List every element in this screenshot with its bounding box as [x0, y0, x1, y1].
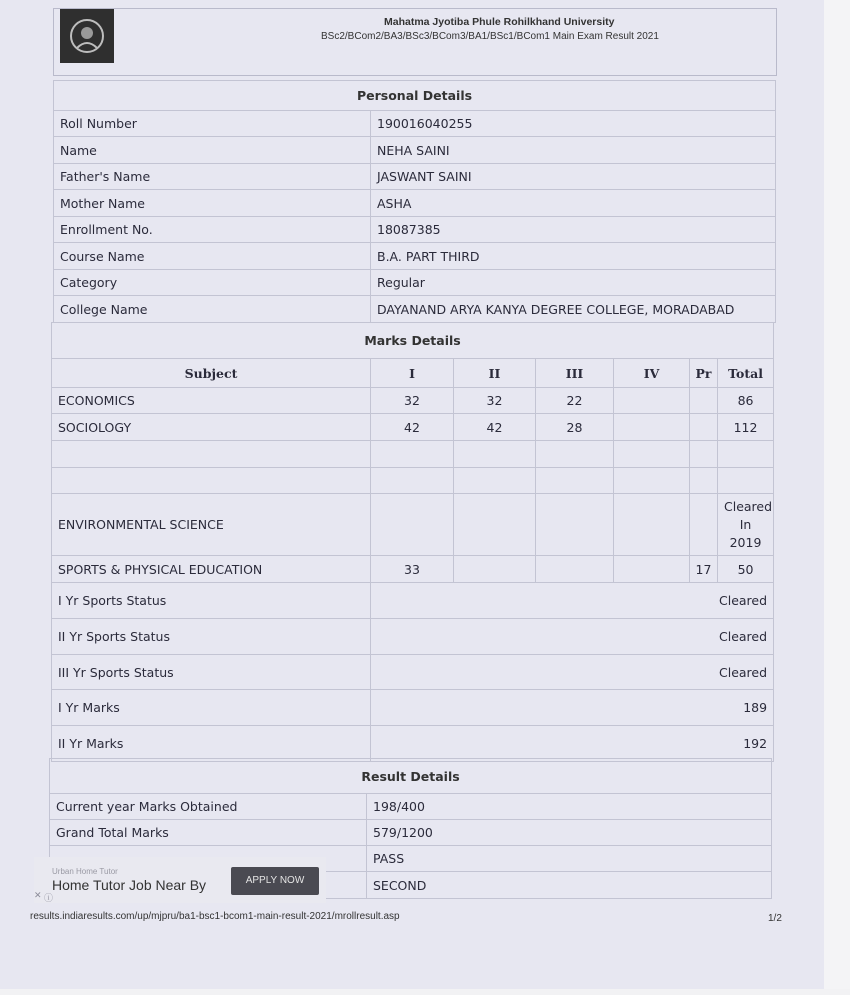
- practical-header: Pr: [690, 359, 718, 388]
- row-label: I Yr Marks: [52, 690, 371, 726]
- row-value: NEHA SAINI: [371, 137, 776, 164]
- paper-1-marks: 42: [371, 414, 454, 441]
- paper-2-marks: 32: [454, 388, 536, 414]
- total-marks: 86: [718, 388, 774, 414]
- result-details-title: Result Details: [50, 759, 772, 794]
- total-marks: [718, 494, 774, 556]
- row-label: III Yr Sports Status: [52, 655, 371, 690]
- subject-name: ECONOMICS: [52, 388, 371, 414]
- close-icon[interactable]: ✕: [34, 891, 42, 901]
- marks-details-table: [51, 322, 774, 762]
- row-value: Cleared: [371, 655, 774, 690]
- table-row: [54, 164, 776, 190]
- row-label: Course Name: [54, 243, 371, 270]
- exam-title: BSc2/BCom2/BA3/BSc3/BCom3/BA1/BSc1/BCom1 Main Exam Result 2021: [321, 31, 659, 42]
- table-row: [54, 243, 776, 270]
- row-label: Father's Name: [54, 164, 371, 190]
- table-row: [54, 137, 776, 164]
- table-row: [54, 270, 776, 296]
- marks-details-title: Marks Details: [52, 323, 774, 359]
- table-row: [52, 726, 774, 762]
- subject-name: ENVIRONMENTAL SCIENCE: [52, 494, 371, 556]
- row-value: 192: [371, 726, 774, 762]
- table-row: [52, 388, 774, 414]
- row-label: Roll Number: [54, 111, 371, 137]
- paper-4-marks: [614, 414, 690, 441]
- row-label: Current year Marks Obtained: [50, 794, 367, 820]
- row-label: Mother Name: [54, 190, 371, 217]
- row-value: DAYANAND ARYA KANYA DEGREE COLLEGE, MORADABAD: [371, 296, 776, 323]
- row-value: JASWANT SAINI: [371, 164, 776, 190]
- row-label: I Yr Sports Status: [52, 583, 371, 619]
- table-row: [52, 655, 774, 690]
- empty-row: [52, 441, 774, 468]
- ad-source: Urban Home Tutor: [52, 867, 118, 876]
- row-label: II Yr Sports Status: [52, 619, 371, 655]
- subject-header: Subject: [52, 359, 371, 388]
- paper-1-marks: 32: [371, 388, 454, 414]
- practical-marks: [690, 414, 718, 441]
- row-label: Enrollment No.: [54, 217, 371, 243]
- total-marks-line: In: [739, 516, 752, 532]
- table-row: [52, 494, 774, 556]
- total-marks: 112: [718, 414, 774, 441]
- row-value: Regular: [371, 270, 776, 296]
- paper-3-marks: 28: [536, 414, 614, 441]
- bottom-edge: [0, 989, 850, 995]
- table-row: [54, 111, 776, 137]
- paper-4-marks: [614, 388, 690, 414]
- ad-title[interactable]: Home Tutor Job Near By: [52, 877, 207, 893]
- university-name: Mahatma Jyotiba Phule Rohilkhand University: [384, 16, 615, 28]
- table-row: [50, 820, 772, 846]
- empty-row: [52, 468, 774, 494]
- page-number: 1/2: [768, 913, 782, 924]
- table-row: [52, 619, 774, 655]
- table-row: [50, 794, 772, 820]
- row-value: 18087385: [371, 217, 776, 243]
- row-value: PASS: [367, 846, 772, 872]
- page-url: results.indiaresults.com/up/mjpru/ba1-bsc1-bcom1-main-result-2021/mrollresult.asp: [30, 911, 400, 922]
- paper-3-marks: 22: [536, 388, 614, 414]
- row-value: B.A. PART THIRD: [371, 243, 776, 270]
- university-logo: [60, 9, 114, 63]
- table-row: [52, 556, 774, 583]
- marks-header-row: [52, 359, 774, 388]
- personal-details-table: [53, 80, 776, 323]
- practical-marks: 17: [690, 556, 718, 583]
- paper-edge: [824, 0, 850, 995]
- apply-now-button[interactable]: APPLY NOW: [231, 867, 319, 895]
- row-value: ASHA: [371, 190, 776, 217]
- table-row: [52, 690, 774, 726]
- paper-1-marks: 33: [371, 556, 454, 583]
- row-label: Grand Total Marks: [50, 820, 367, 846]
- total-marks-line: Cleared: [724, 498, 773, 514]
- practical-marks: [690, 388, 718, 414]
- row-value: 579/1200: [367, 820, 772, 846]
- row-label: College Name: [54, 296, 371, 323]
- row-value: SECOND: [367, 872, 772, 899]
- result-header: [53, 8, 777, 76]
- paper-2-header: II: [454, 359, 536, 388]
- row-value: 189: [371, 690, 774, 726]
- paper-4-header: IV: [614, 359, 690, 388]
- subject-name: SPORTS & PHYSICAL EDUCATION: [52, 556, 371, 583]
- row-value: Cleared: [371, 619, 774, 655]
- row-label: Name: [54, 137, 371, 164]
- info-icon[interactable]: ⓘ: [44, 894, 54, 904]
- total-header: Total: [718, 359, 774, 388]
- paper-1-header: I: [371, 359, 454, 388]
- total-marks: 50: [718, 556, 774, 583]
- table-row: [54, 217, 776, 243]
- row-value: Cleared: [371, 583, 774, 619]
- paper-3-header: III: [536, 359, 614, 388]
- table-row: [52, 583, 774, 619]
- row-value: 198/400: [367, 794, 772, 820]
- personal-details-title: Personal Details: [54, 81, 776, 111]
- total-marks-line: 2019: [729, 534, 762, 550]
- table-row: [54, 296, 776, 323]
- table-row: [54, 190, 776, 217]
- row-label: II Yr Marks: [52, 726, 371, 762]
- row-value: 190016040255: [371, 111, 776, 137]
- paper-2-marks: 42: [454, 414, 536, 441]
- row-label: Category: [54, 270, 371, 296]
- subject-name: SOCIOLOGY: [52, 414, 371, 441]
- ad-banner[interactable]: [34, 857, 326, 903]
- table-row: [52, 414, 774, 441]
- university-emblem-icon: [67, 16, 107, 56]
